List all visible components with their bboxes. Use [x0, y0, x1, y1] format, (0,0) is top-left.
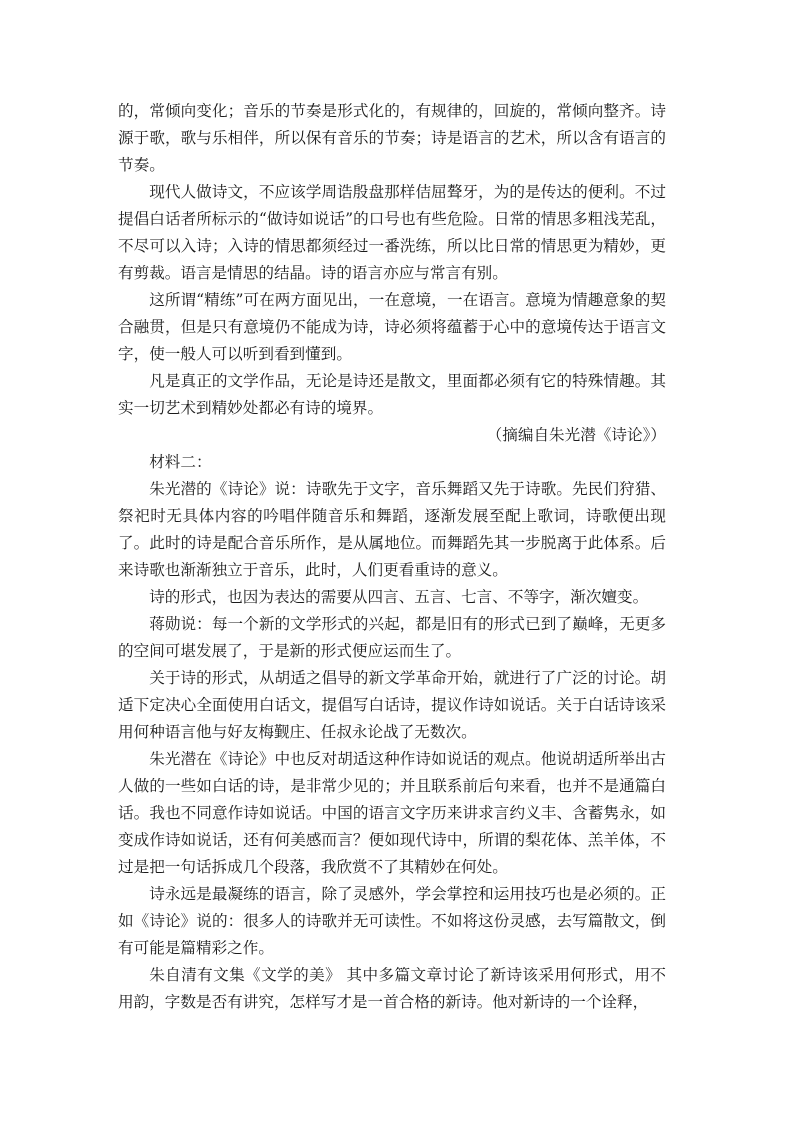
source-citation: （摘编自朱光潜《诗论》） [486, 426, 666, 444]
paragraph: 朱光潜在《诗论》中也反对胡适这种作诗如说话的观点。他说胡适所举出古人做的一些如白话的诗，是非常少见的；并且联系前后句来看，也并不是通篇白话。我也不同意作诗如说话。中国的语言文字历来讲求言约义丰、含蓄隽永，如变成作诗如说话，还有何美感而言？便如现代诗中，所谓的梨花体、羔羊体，不过是把一句话拆成几个段落，我欣赏不了其精妙在何处。 [118, 750, 666, 876]
paragraph: 朱自清有文集《文学的美》 其中多篇文章讨论了新诗该采用何形式，用不用韵，字数是否有讲究，怎样写才是一首合格的新诗。他对新诗的一个诠释， [118, 966, 666, 1011]
paragraph: 现代人做诗文，不应该学周诰殷盘那样佶屈聱牙，为的是传达的便利。不过提倡白话者所标示的“做诗如说话”的口号也有些危险。日常的情思多粗浅芜乱，不尽可以入诗；入诗的情思都须经过一番洗练，所以比日常的情思更为精妙，更有剪裁。语言是情思的结晶。诗的语言亦应与常言有别。 [118, 183, 666, 282]
paragraph: 诗的形式，也因为表达的需要从四言、五言、七言、不等字，渐次嬗变。 [149, 588, 649, 606]
paragraph: 诗永远是最凝练的语言，除了灵感外，学会掌控和运用技巧也是必须的。正如《诗论》说的：很多人的诗歌并无可读性。不如将这份灵感，去写篇散文，倒有可能是篇精彩之作。 [118, 885, 666, 957]
paragraph-continued: 的，常倾向变化；音乐的节奏是形式化的，有规律的，回旋的，常倾向整齐。诗源于歌，歌与乐相伴，所以保有音乐的节奏；诗是语言的艺术，所以含有语言的节奏。 [118, 102, 666, 174]
paragraph: 蒋勋说：每一个新的文学形式的兴起，都是旧有的形式已到了巅峰，无更多的空间可堪发展了，于是新的形式便应运而生了。 [118, 615, 666, 660]
section-heading: 材料二： [149, 453, 212, 471]
paragraph: 关于诗的形式，从胡适之倡导的新文学革命开始，就进行了广泛的讨论。胡适下定决心全面使用白话文，提倡写白话诗，提议作诗如说话。关于白话诗该采用何种语言他与好友梅觐庄、任叔永论战了无数次。 [118, 669, 666, 741]
paragraph: 这所谓“精练”可在两方面见出，一在意境，一在语言。意境为情趣意象的契合融贯，但是只有意境仍不能成为诗，诗必须将蕴蓄于心中的意境传达于语言文字，使一般人可以听到看到懂到。 [118, 291, 666, 363]
document-page [118, 98, 666, 1016]
paragraph: 朱光潜的《诗论》说：诗歌先于文字，音乐舞蹈又先于诗歌。先民们狩猎、祭祀时无具体内容的吟唱伴随音乐和舞蹈，逐渐发展至配上歌词，诗歌便出现了。此时的诗是配合音乐所作，是从属地位。而舞蹈先其一步脱离于此体系。后来诗歌也渐渐独立于音乐，此时，人们更看重诗的意义。 [118, 480, 666, 579]
paragraph: 凡是真正的文学作品，无论是诗还是散文，里面都必须有它的特殊情趣。其实一切艺术到精妙处都必有诗的境界。 [118, 372, 666, 417]
